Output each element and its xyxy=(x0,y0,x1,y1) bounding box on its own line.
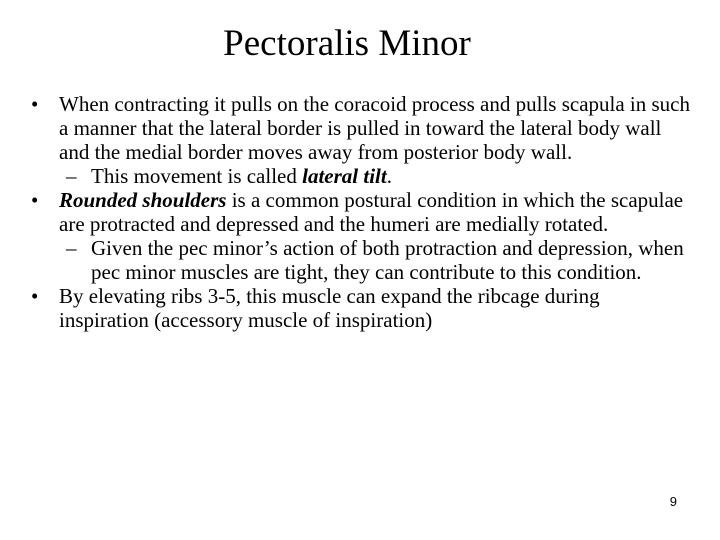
bullet-item xyxy=(30,92,690,164)
bullet-item xyxy=(30,284,690,332)
bullet-list xyxy=(30,92,690,332)
bullet-text: is a common postural condition in which the scapulae are protracted and depressed and the humeri are medially rotated. xyxy=(59,188,684,236)
sub-bullet-item xyxy=(30,164,690,188)
sub-bullet-text-end: . xyxy=(386,164,392,188)
bullet-marker: • xyxy=(31,284,39,308)
sub-bullet-text: This movement is called xyxy=(91,164,303,188)
bullet-text: When contracting it pulls on the coracoid process and pulls scapula in such a manner that the lateral border is pulled in toward the lateral body wall and the medial border moves away from posterior body wall. xyxy=(59,92,690,164)
sub-bullet-marker: – xyxy=(66,164,77,188)
bullet-text: By elevating ribs 3-5, this muscle can expand the ribcage during inspiration (accessory muscle of inspiration) xyxy=(59,284,600,332)
emphasized-term: lateral tilt xyxy=(302,164,387,188)
sub-bullet-text: Given the pec minor’s action of both protraction and depression, when pec minor muscles are tight, they can contribute to this condition. xyxy=(91,236,684,284)
bullet-item xyxy=(30,188,690,236)
page-number: 9 xyxy=(669,494,677,509)
slide-title: Pectoralis Minor xyxy=(223,23,471,64)
sub-bullet-item xyxy=(30,236,690,284)
sub-bullet-marker: – xyxy=(66,236,77,260)
bullet-marker: • xyxy=(31,188,39,212)
emphasized-term: Rounded shoulders xyxy=(59,188,227,212)
bullet-marker: • xyxy=(31,92,39,116)
